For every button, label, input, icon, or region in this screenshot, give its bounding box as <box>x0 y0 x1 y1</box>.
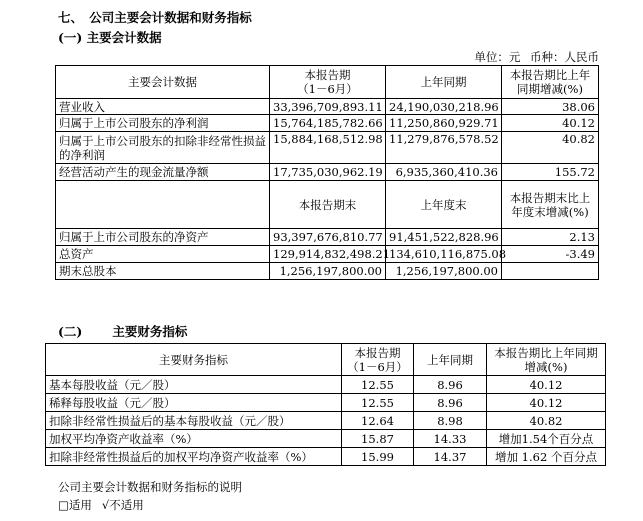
table-row <box>46 376 606 394</box>
row-prior: 11,250,860,929.71 <box>386 115 502 132</box>
row-current: 12.55 <box>342 376 414 394</box>
row-item: 期末总股本 <box>56 263 270 280</box>
header-prior: 上年同期 <box>386 66 502 99</box>
row-item: 基本每股收益（元／股） <box>46 376 342 394</box>
row-change: 38.06 <box>502 99 599 115</box>
row-change: 增加 1.62 个百分点 <box>487 448 606 466</box>
row-current: 12.55 <box>342 394 414 412</box>
table-row <box>56 263 599 280</box>
row-item: 总资产 <box>56 246 270 263</box>
row-change: 2.13 <box>502 229 599 246</box>
row-current: 129,914,832,498.21 <box>270 246 386 263</box>
table-row <box>56 115 599 132</box>
row-prior: 1,256,197,800.00 <box>386 263 502 280</box>
header2-prior: 上年度末 <box>386 181 502 229</box>
row-item: 经营活动产生的现金流量净额 <box>56 164 270 181</box>
header-current: 本报告期 （1－6月） <box>342 344 414 376</box>
header2-change: 本报告期末比上年度末增减(%) <box>502 181 599 229</box>
row-current: 12.64 <box>342 412 414 430</box>
row-current: 93,397,676,810.77 <box>270 229 386 246</box>
row-current: 17,735,030,962.19 <box>270 164 386 181</box>
table-row <box>56 246 599 263</box>
subsection-label: 主要财务指标 <box>112 324 188 339</box>
table-row <box>46 448 606 466</box>
row-change: 40.12 <box>487 376 606 394</box>
row-change: 40.82 <box>487 412 606 430</box>
row-item: 归属于上市公司股东的净利润 <box>56 115 270 132</box>
subsection-title-financial-indicators <box>58 322 187 340</box>
row-prior: 14.33 <box>414 430 487 448</box>
table-row <box>46 394 606 412</box>
header2-current: 本报告期末 <box>270 181 386 229</box>
row-current: 1,256,197,800.00 <box>270 263 386 280</box>
table-row <box>56 132 599 164</box>
row-prior: 134,610,116,875.08 <box>386 246 502 263</box>
table-header-row <box>46 344 606 376</box>
row-current: 15,764,185,782.66 <box>270 115 386 132</box>
note-options <box>58 497 154 513</box>
currency-label: 币种：人民币 <box>530 50 599 64</box>
subsection-title-accounting-data: (一) 主要会计数据 <box>58 30 162 45</box>
row-prior: 11,279,876,578.52 <box>386 132 502 164</box>
row-prior: 8.96 <box>414 394 487 412</box>
row-change: -3.49 <box>502 246 599 263</box>
row-item: 归属于上市公司股东的扣除非经常性损益的净利润 <box>56 132 270 164</box>
row-prior: 8.98 <box>414 412 487 430</box>
header-item: 主要财务指标 <box>46 344 342 376</box>
row-change <box>502 263 599 280</box>
row-item: 加权平均净资产收益率（%） <box>46 430 342 448</box>
row-current: 33,396,709,893.11 <box>270 99 386 115</box>
table-header-row <box>56 66 599 99</box>
header-prior: 上年同期 <box>414 344 487 376</box>
row-prior: 91,451,522,828.96 <box>386 229 502 246</box>
row-change: 增加1.54个百分点 <box>487 430 606 448</box>
table-row <box>56 99 599 115</box>
note-title: 公司主要会计数据和财务指标的说明 <box>58 480 242 494</box>
table-header-row-2 <box>56 181 599 229</box>
row-current: 15.99 <box>342 448 414 466</box>
row-item: 归属于上市公司股东的净资产 <box>56 229 270 246</box>
row-item: 扣除非经常性损益后的加权平均净资产收益率（%） <box>46 448 342 466</box>
financial-indicators-table <box>45 343 606 466</box>
unit-line <box>468 49 599 65</box>
header-change: 本报告期比上年同期增减(%) <box>502 66 599 99</box>
header-current: 本报告期 （1－6月） <box>270 66 386 99</box>
subsection-number: (二) <box>58 324 83 339</box>
section-title: 七、 公司主要会计数据和财务指标 <box>58 10 252 25</box>
header-change: 本报告期比上年同期增减(%) <box>487 344 606 376</box>
unit-label: 单位：元 <box>474 50 521 64</box>
accounting-data-table <box>55 65 599 280</box>
row-change: 40.12 <box>502 115 599 132</box>
row-prior: 14.37 <box>414 448 487 466</box>
table-row <box>56 229 599 246</box>
row-item: 营业收入 <box>56 99 270 115</box>
option-not-applicable: √不适用 <box>101 498 144 512</box>
header-item: 主要会计数据 <box>56 66 270 99</box>
table-row <box>56 164 599 181</box>
row-change: 40.12 <box>487 394 606 412</box>
option-applicable: □适用 <box>58 498 92 512</box>
row-prior: 6,935,360,410.36 <box>386 164 502 181</box>
row-change: 155.72 <box>502 164 599 181</box>
row-current: 15.87 <box>342 430 414 448</box>
header2-item-blank <box>56 181 270 229</box>
row-current: 15,884,168,512.98 <box>270 132 386 164</box>
table-row <box>46 412 606 430</box>
row-prior: 8.96 <box>414 376 487 394</box>
row-item: 扣除非经常性损益后的基本每股收益（元／股） <box>46 412 342 430</box>
row-item: 稀释每股收益（元／股） <box>46 394 342 412</box>
table-row <box>46 430 606 448</box>
row-change: 40.82 <box>502 132 599 164</box>
row-prior: 24,190,030,218.96 <box>386 99 502 115</box>
